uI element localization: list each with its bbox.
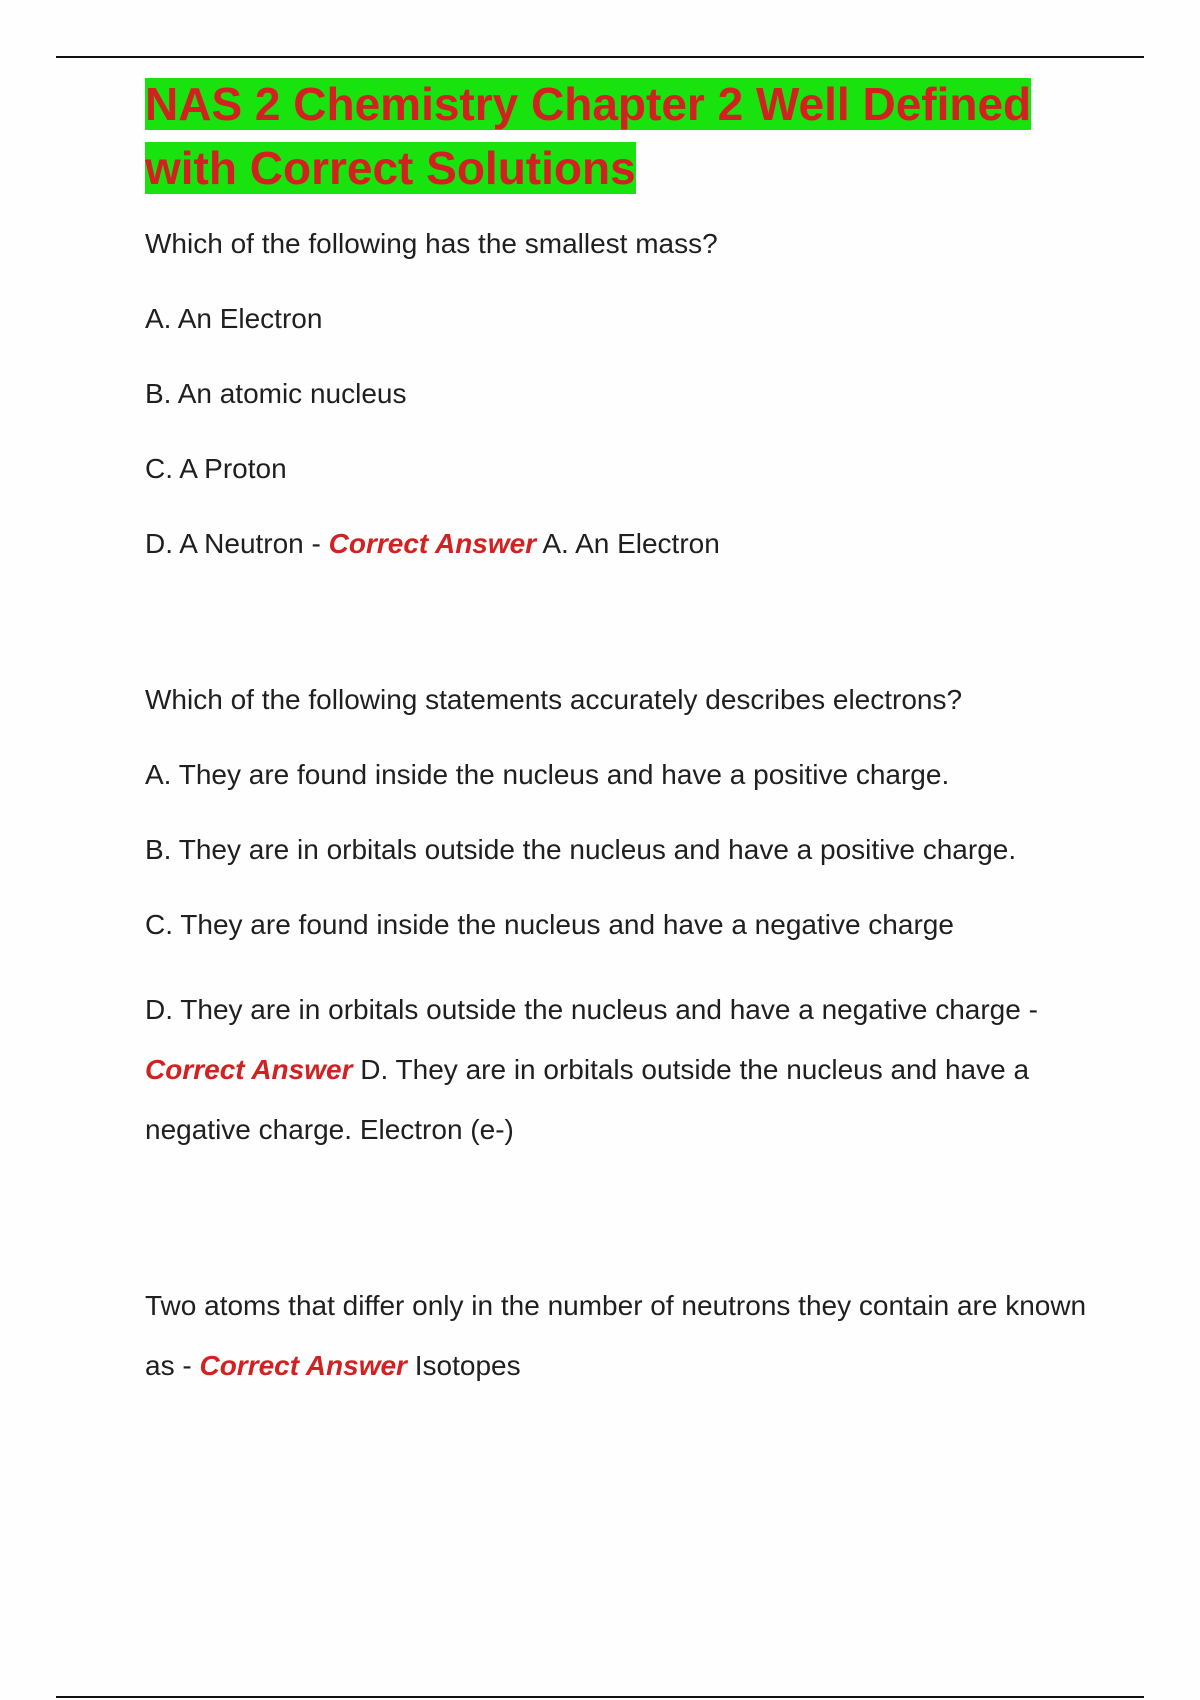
question-3-answer: Isotopes	[414, 1350, 521, 1381]
question-1-option-b: B. An atomic nucleus	[145, 378, 407, 409]
correct-answer-label: Correct Answer	[145, 1054, 353, 1085]
document-title	[145, 72, 1105, 200]
question-2-option-b: B. They are in orbitals outside the nucleus and have a positive charge.	[145, 834, 1017, 865]
question-1	[145, 224, 1105, 564]
question-2-answer: D. They are in orbitals outside the nucleus and have a negative charge. Electron (e-)	[145, 1054, 1030, 1145]
question-1-option-d-answer: D. A Neutron - Correct Answer A. An Electron	[145, 528, 720, 559]
question-1-option-c: C. A Proton	[145, 453, 287, 484]
correct-answer-label: Correct Answer	[199, 1350, 407, 1381]
question-2-option-c: C. They are found inside the nucleus and have a negative charge	[145, 909, 954, 940]
question-1-option-a: A. An Electron	[145, 303, 323, 334]
question-3-prompt: Two atoms that differ only in the number of neutrons they contain are known as	[145, 1290, 1087, 1381]
question-1-answer: A. An Electron	[542, 528, 720, 559]
question-2-option-d-answer: D. They are in orbitals outside the nucleus and have a negative charge - Correct Answer D. They are in orbitals outside the nucleus and have a negative charge. Electron (e-)	[145, 994, 1038, 1145]
top-rule	[56, 56, 1144, 58]
question-2-option-a: A. They are found inside the nucleus and have a positive charge.	[145, 759, 950, 790]
question-1-prompt: Which of the following has the smallest mass?	[145, 228, 718, 259]
question-1-option-d: D. A Neutron	[145, 528, 304, 559]
bottom-rule	[56, 1696, 1144, 1698]
title-highlight: NAS 2 Chemistry Chapter 2 Well Defined with Correct Solutions	[145, 78, 1032, 194]
question-2-prompt: Which of the following statements accurately describes electrons?	[145, 684, 963, 715]
question-3	[145, 1276, 1105, 1396]
question-3-prompt-answer: Two atoms that differ only in the number of neutrons they contain are known as - Correct Answer Isotopes	[145, 1290, 1087, 1381]
correct-answer-label: Correct Answer	[328, 528, 537, 559]
question-2	[145, 680, 1105, 1160]
document-page	[145, 72, 1105, 1396]
question-2-option-d: D. They are in orbitals outside the nucleus and have a negative charge	[145, 994, 1021, 1025]
